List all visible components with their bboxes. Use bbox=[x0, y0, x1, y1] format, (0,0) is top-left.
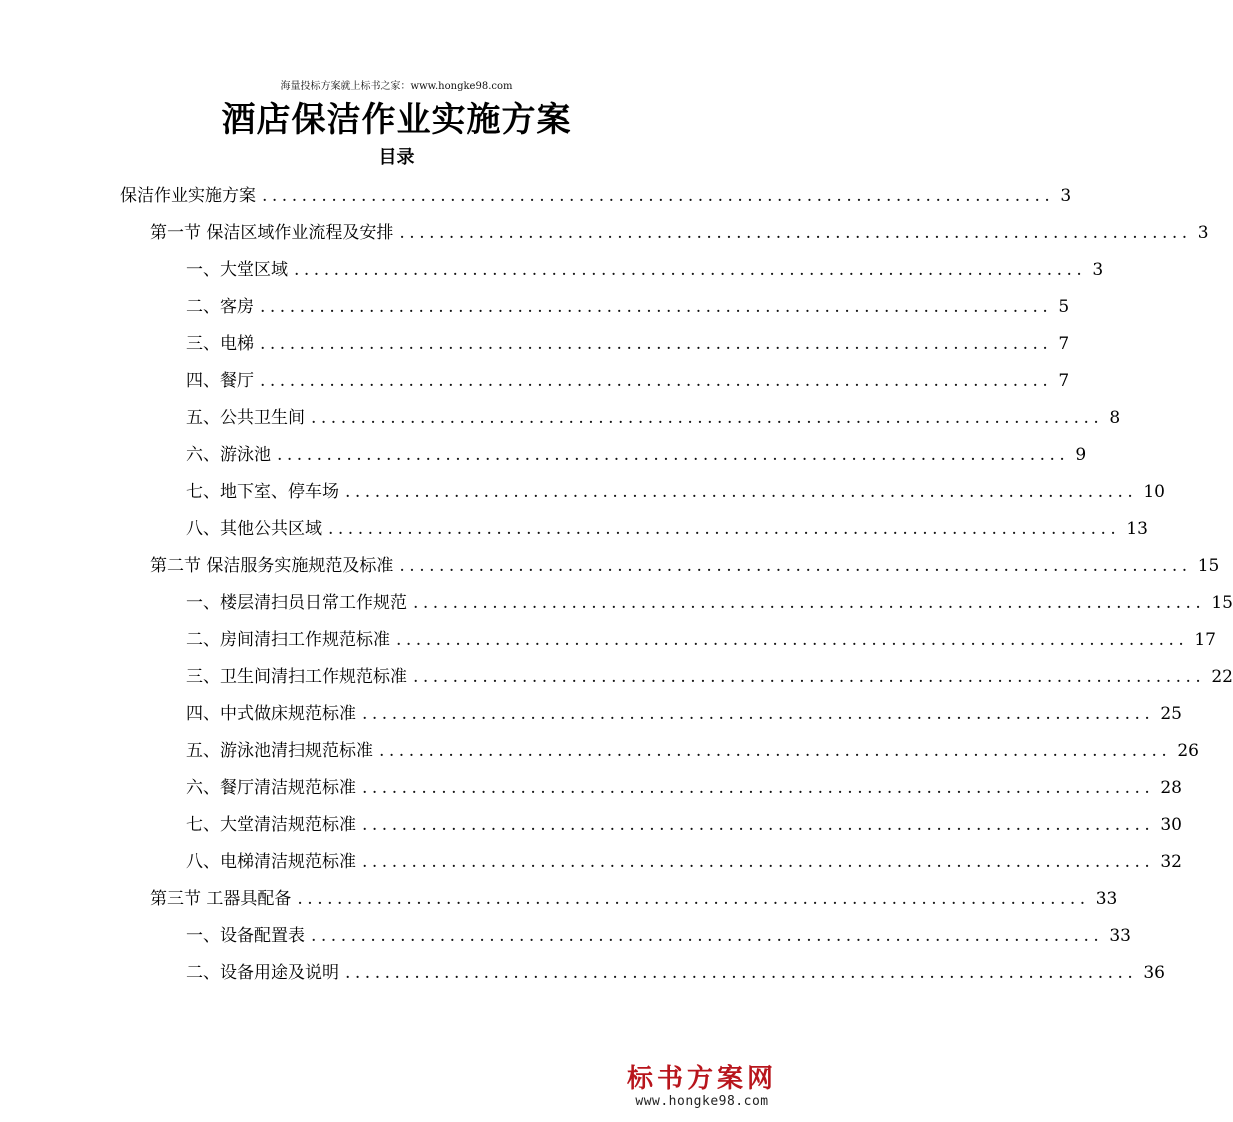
toc-entry-page: 13 bbox=[1126, 519, 1148, 539]
toc-entry[interactable] bbox=[150, 881, 1118, 917]
toc-entry-label: 二、房间清扫工作规范标准 bbox=[186, 630, 390, 650]
toc-entry-page: 36 bbox=[1143, 963, 1165, 983]
toc-entry[interactable] bbox=[186, 844, 1182, 880]
toc-entry[interactable] bbox=[186, 437, 1087, 473]
dot-leader: ................................................................................ bbox=[399, 556, 1192, 576]
toc-entry[interactable] bbox=[150, 548, 1220, 584]
toc-entry-label: 五、游泳池清扫规范标准 bbox=[186, 741, 373, 761]
toc-heading: 目录 bbox=[378, 147, 415, 168]
toc-entry-label: 八、其他公共区域 bbox=[186, 519, 322, 539]
dot-leader: ................................................................................ bbox=[260, 371, 1053, 391]
toc-entry[interactable] bbox=[186, 733, 1199, 769]
toc-entry-label: 第二节 保洁服务实施规范及标准 bbox=[150, 556, 394, 576]
document-title: 酒店保洁作业实施方案 bbox=[221, 100, 572, 140]
watermark-name: 标书方案网 bbox=[626, 1064, 777, 1094]
toc-entry-label: 八、电梯清洁规范标准 bbox=[186, 852, 356, 872]
toc-entry[interactable] bbox=[186, 585, 1233, 621]
toc-entry[interactable] bbox=[186, 696, 1182, 732]
toc-entry-label: 四、中式做床规范标准 bbox=[186, 704, 356, 724]
toc-entry-page: 26 bbox=[1177, 741, 1199, 761]
toc-entry-page: 3 bbox=[1092, 260, 1104, 280]
toc-entry-label: 一、楼层清扫员日常工作规范 bbox=[186, 593, 407, 613]
toc-entry-label: 一、大堂区域 bbox=[186, 260, 288, 280]
toc-entry[interactable] bbox=[150, 215, 1209, 251]
toc-entry-label: 第三节 工器具配备 bbox=[150, 889, 292, 909]
dot-leader: ................................................................................ bbox=[328, 519, 1121, 539]
dot-leader: ................................................................................ bbox=[362, 815, 1155, 835]
toc-entry-label: 二、客房 bbox=[186, 297, 254, 317]
toc-entry-page: 32 bbox=[1160, 852, 1182, 872]
toc-entry-page: 25 bbox=[1160, 704, 1182, 724]
dot-leader: ................................................................................ bbox=[413, 667, 1206, 687]
toc-entry-page: 3 bbox=[1197, 223, 1209, 243]
toc-entry-page: 33 bbox=[1095, 889, 1118, 909]
toc-entry-page: 15 bbox=[1211, 593, 1233, 613]
toc-entry[interactable] bbox=[186, 326, 1070, 362]
dot-leader: ................................................................................ bbox=[413, 593, 1206, 613]
toc-entry-label: 四、餐厅 bbox=[186, 371, 254, 391]
toc-entry-label: 一、设备配置表 bbox=[186, 926, 305, 946]
dot-leader: ................................................................................ bbox=[362, 852, 1155, 872]
toc-entry[interactable] bbox=[186, 955, 1165, 991]
dot-leader: ................................................................................ bbox=[396, 630, 1189, 650]
toc-entry-page: 7 bbox=[1058, 371, 1070, 391]
watermark-logo bbox=[627, 1064, 777, 1109]
watermark-url: www.hongke98.com bbox=[635, 1094, 769, 1109]
toc-entry-page: 8 bbox=[1109, 408, 1121, 428]
toc-entry-page: 17 bbox=[1194, 630, 1216, 650]
toc-entry[interactable] bbox=[186, 511, 1148, 547]
toc-entry-label: 三、电梯 bbox=[186, 334, 254, 354]
dot-leader: ................................................................................ bbox=[311, 408, 1104, 428]
toc-entry-page: 10 bbox=[1143, 482, 1165, 502]
toc-entry-label: 六、餐厅清洁规范标准 bbox=[186, 778, 356, 798]
toc-entry[interactable] bbox=[186, 400, 1121, 436]
toc-entry-label: 七、地下室、停车场 bbox=[186, 482, 339, 502]
dot-leader: ................................................................................ bbox=[260, 297, 1053, 317]
toc-entry-label: 五、公共卫生间 bbox=[186, 408, 305, 428]
dot-leader: ................................................................................ bbox=[297, 889, 1090, 909]
toc-entry-page: 3 bbox=[1060, 186, 1072, 206]
dot-leader: ................................................................................ bbox=[262, 186, 1055, 206]
toc-entry-label: 二、设备用途及说明 bbox=[186, 963, 339, 983]
toc-entry-page: 7 bbox=[1058, 334, 1070, 354]
toc-entry[interactable] bbox=[186, 289, 1070, 325]
dot-leader: ................................................................................ bbox=[277, 445, 1070, 465]
dot-leader: ................................................................................ bbox=[311, 926, 1104, 946]
toc-entry[interactable] bbox=[186, 918, 1131, 954]
dot-leader: ................................................................................ bbox=[345, 963, 1138, 983]
toc-entry[interactable] bbox=[186, 252, 1104, 288]
toc-entry-page: 22 bbox=[1211, 667, 1233, 687]
dot-leader: ................................................................................ bbox=[399, 223, 1192, 243]
header-note: 海量投标方案就上标书之家：www.hongke98.com bbox=[280, 81, 513, 92]
toc-entry-page: 28 bbox=[1160, 778, 1182, 798]
toc-entry-page: 9 bbox=[1075, 445, 1087, 465]
toc-entry[interactable] bbox=[186, 474, 1165, 510]
toc-entry-label: 保洁作业实施方案 bbox=[120, 186, 256, 206]
toc-entry-label: 三、卫生间清扫工作规范标准 bbox=[186, 667, 407, 687]
toc-entry-page: 33 bbox=[1109, 926, 1131, 946]
dot-leader: ................................................................................ bbox=[260, 334, 1053, 354]
toc-entry-page: 30 bbox=[1160, 815, 1182, 835]
dot-leader: ................................................................................ bbox=[379, 741, 1172, 761]
dot-leader: ................................................................................ bbox=[294, 260, 1087, 280]
toc-entry-label: 六、游泳池 bbox=[186, 445, 271, 465]
toc-entry-label: 七、大堂清洁规范标准 bbox=[186, 815, 356, 835]
toc-entry-page: 15 bbox=[1197, 556, 1220, 576]
toc-entry[interactable] bbox=[186, 363, 1070, 399]
dot-leader: ................................................................................ bbox=[345, 482, 1138, 502]
dot-leader: ................................................................................ bbox=[362, 704, 1155, 724]
toc-entry-label: 第一节 保洁区域作业流程及安排 bbox=[150, 223, 394, 243]
toc-entry[interactable] bbox=[186, 659, 1233, 695]
toc-entry[interactable] bbox=[186, 770, 1182, 806]
dot-leader: ................................................................................ bbox=[362, 778, 1155, 798]
toc-entry[interactable] bbox=[120, 178, 1072, 214]
toc-entry-page: 5 bbox=[1058, 297, 1070, 317]
toc-entry[interactable] bbox=[186, 807, 1182, 843]
toc-entry[interactable] bbox=[186, 622, 1216, 658]
